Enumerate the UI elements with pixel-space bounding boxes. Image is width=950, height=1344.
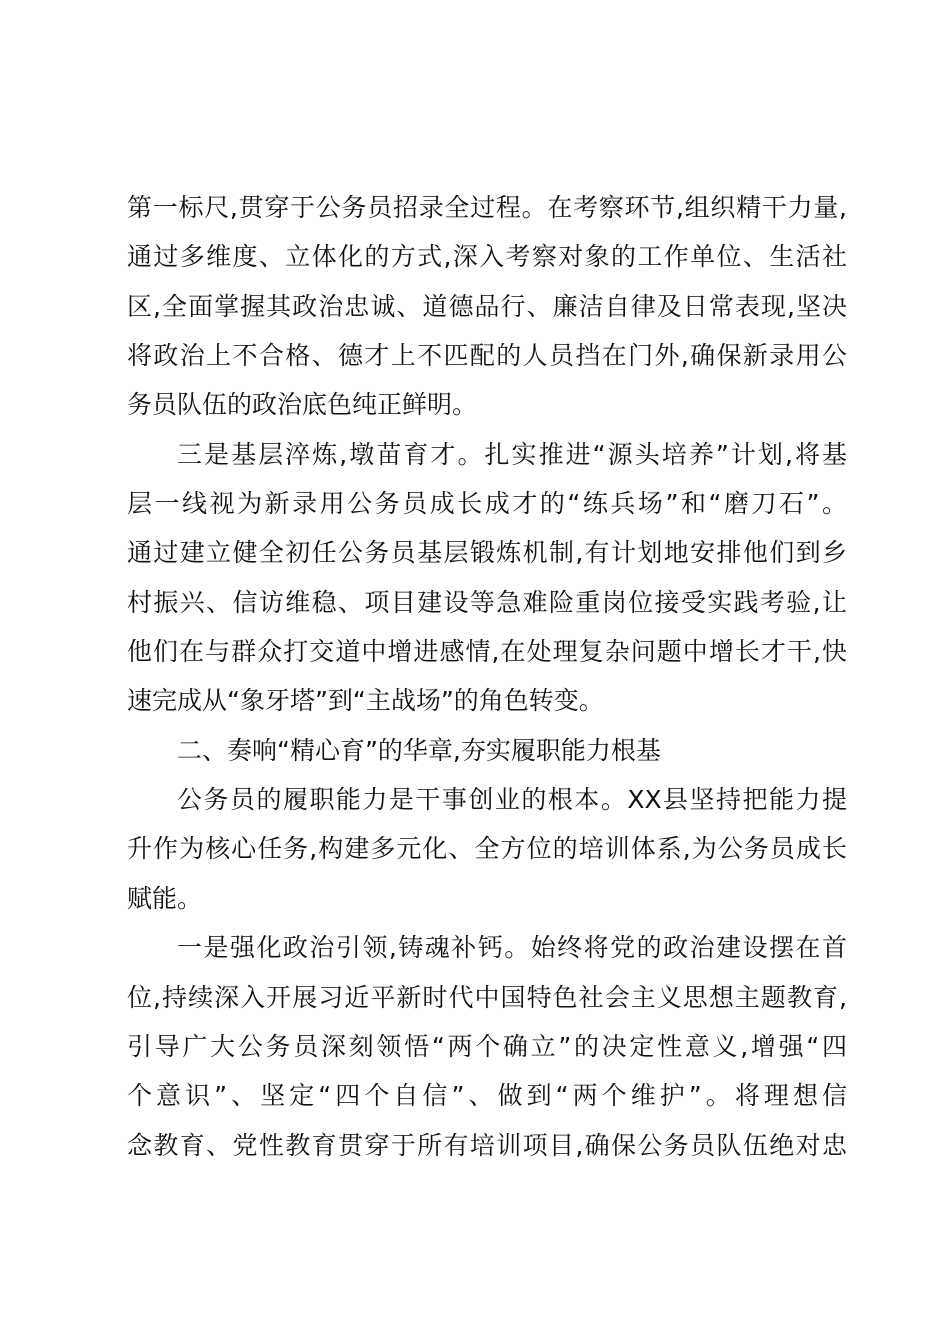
paragraph-start-line: 三是基层淬炼,墩苗育才。扎实推进“源头培养”计划,将基 [177,439,847,469]
body-text [127,183,847,1170]
text-line: 通过建立健全初任公务员基层锻炼机制,有计划地安排他们到乡 [127,538,847,568]
text-line: 区,全面掌握其政治忠诚、道德品行、廉洁自律及日常表现,坚决 [127,291,847,321]
text-line: 速完成从“象牙塔”到“主战场”的角色转变。 [127,686,604,716]
text-line: 他们在与群众打交道中增进感情,在处理复杂问题中增长才干,快 [127,637,847,667]
text-line: 升作为核心任务,构建多元化、全方位的培训体系,为公务员成长 [127,834,847,864]
text-line: 层一线视为新录用公务员成长成才的“练兵场”和“磨刀石”。 [127,489,847,519]
text-line: 村振兴、信访维稳、项目建设等急难险重岗位接受实践考验,让 [127,587,847,617]
text-line: 念教育、党性教育贯穿于所有培训项目,确保公务员队伍绝对忠 [127,1130,847,1160]
text-line: 通过多维度、立体化的方式,深入考察对象的工作单位、生活社 [127,242,847,272]
paragraph-start-line: 公务员的履职能力是干事创业的根本。XX县坚持把能力提 [177,785,847,815]
text-line: 位,持续深入开展习近平新时代中国特色社会主义思想主题教育, [127,982,847,1012]
text-line: 将政治上不合格、德才上不匹配的人员挡在门外,确保新录用公 [127,341,847,371]
text-line: 赋能。 [127,883,203,913]
text-line: 务员队伍的政治底色纯正鲜明。 [127,390,478,420]
section-heading: 二、奏响“精心育”的华章,夯实履职能力根基 [177,735,661,765]
text-line: 第一标尺,贯穿于公务员招录全过程。在考察环节,组织精干力量, [127,193,847,222]
text-line: 个意识”、坚定“四个自信”、做到“两个维护”。将理想信 [127,1081,847,1111]
text-line: 引导广大公务员深刻领悟“两个确立”的决定性意义,增强“四 [127,1031,847,1061]
paragraph-start-line: 一是强化政治引领,铸魂补钙。始终将党的政治建设摆在首 [177,933,847,963]
